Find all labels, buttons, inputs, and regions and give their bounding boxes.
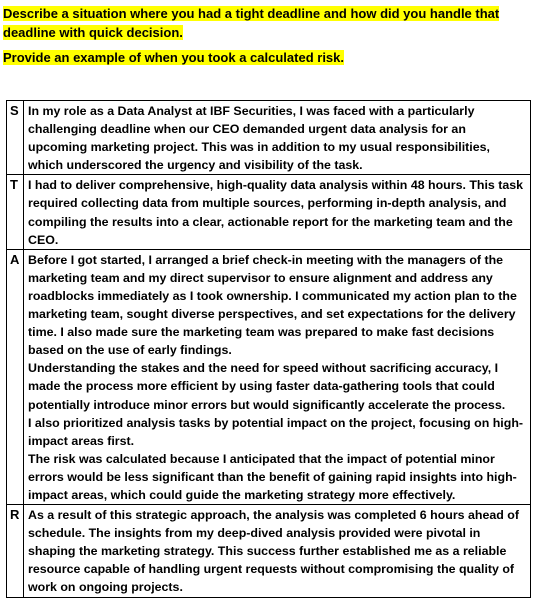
star-cell-situation <box>24 101 531 175</box>
action-text-1: Before I got started, I arranged a brief check-in meeting with the managers of the marketing team and my direct supervisor to ensure alignment and address any roadblocks immediately as I took ownership. I communicated my action plan to the marketing team, sought diverse perspectives, and set expectations for the delivery time. I also made sure the marketing team was prepared to make fast decisions based on the use of early findings. <box>28 252 517 358</box>
star-letter-r: R <box>7 505 24 597</box>
questions-block <box>3 4 533 67</box>
task-text: I had to deliver comprehensive, high-quality data analysis within 48 hours. This task required collecting data from multiple sources, performing in-depth analysis, and compiling the results into a clear, actionable report for the marketing team and the CEO. <box>28 178 524 247</box>
star-table <box>6 100 531 598</box>
star-row-result <box>7 505 531 597</box>
question-calculated-risk <box>3 48 533 67</box>
action-text-2: Understanding the stakes and the need for speed without sacrificing accuracy, I made the process more efficient by using faster data-gathering tools that could potentially introduce minor errors but would significantly accelerate the process. <box>28 361 506 412</box>
star-letter-t: T <box>7 175 24 249</box>
star-cell-action <box>24 249 531 504</box>
star-row-action <box>7 249 531 504</box>
question-calculated-risk-text: Provide an example of when you took a calculated risk. <box>3 50 344 65</box>
star-row-task <box>7 175 531 249</box>
star-cell-result <box>24 505 531 597</box>
situation-text: In my role as a Data Analyst at IBF Securities, I was faced with a particularly challenging deadline when our CEO demanded urgent data analysis for an upcoming marketing project. This was in addition to my usual responsibilities, which underscored the urgency and visibility of the task. <box>28 104 490 173</box>
star-letter-s: S <box>7 101 24 175</box>
star-row-situation <box>7 101 531 175</box>
action-text-3: I also prioritized analysis tasks by potential impact on the project, focusing on high-impact areas first. <box>28 415 524 448</box>
action-text-4: The risk was calculated because I anticipated that the impact of potential minor errors would be less significant than the benefit of gaining rapid insights into high-impact areas, which could guide the marketing strategy more effectively. <box>28 451 517 502</box>
question-deadline <box>3 4 533 42</box>
result-text: As a result of this strategic approach, the analysis was completed 6 hours ahead of schedule. The insights from my deep-dived analysis provided were pivotal in shaping the marketing strategy. This success further established me as a reliable resource capable of handling urgent requests without compromising the quality of work on ongoing projects. <box>28 508 519 595</box>
question-deadline-text: Describe a situation where you had a tight deadline and how did you handle that deadline with quick decision. <box>3 6 500 40</box>
star-letter-a: A <box>7 249 24 504</box>
star-cell-task <box>24 175 531 249</box>
